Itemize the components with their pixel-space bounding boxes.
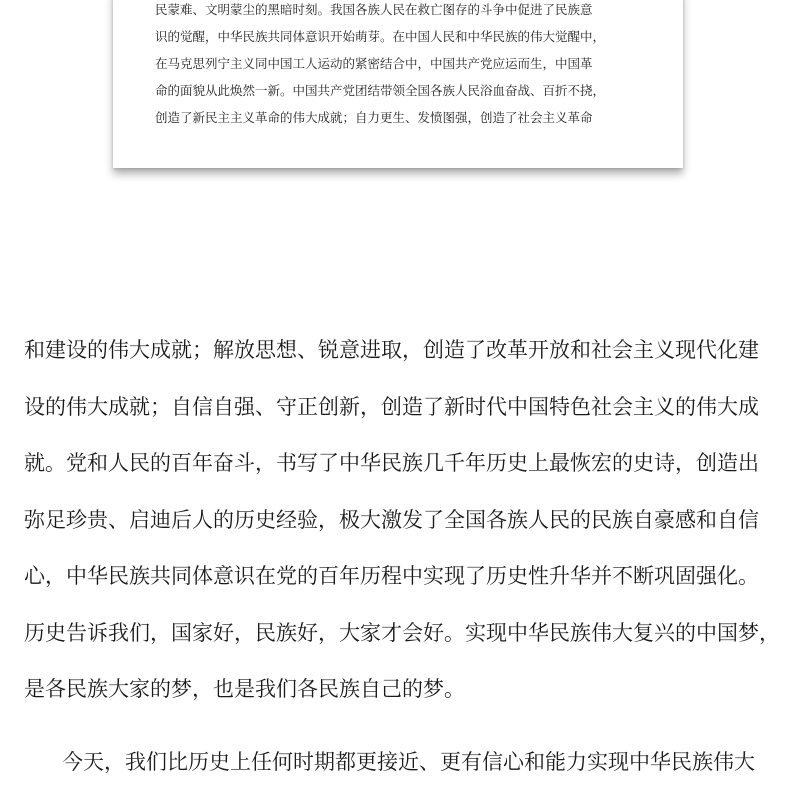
body-line: 心，中华民族共同体意识在党的百年历程中实现了历史性升华并不断巩固强化。 [24, 564, 759, 588]
paragraph-gap [24, 718, 784, 734]
preview-line: 民蒙难、文明蒙尘的黑暗时刻。我国各族人民在救亡图存的斗争中促进了民族意 [155, 2, 593, 17]
preview-card-text [155, 0, 655, 131]
preview-line: 在马克思列宁主义同中国工人运动的紧密结合中，中国共产党应运而生，中国革 [155, 56, 593, 71]
paragraph [24, 322, 784, 718]
body-line: 就。党和人民的百年奋斗，书写了中华民族几千年历史上最恢宏的史诗，创造出 [24, 451, 759, 475]
document-preview-card [113, 0, 683, 168]
body-line: 今天，我们比历史上任何时期都更接近、更有信心和能力实现中华民族伟大 [62, 749, 755, 774]
body-line: 弥足珍贵、启迪后人的历史经验，极大激发了全国各族人民的民族自豪感和自信 [24, 507, 759, 532]
preview-line: 识的觉醒，中华民族共同体意识开始萌芽。在中国人民和中华民族的伟大觉醒中， [155, 29, 606, 44]
article-body [24, 322, 784, 790]
body-line: 设的伟大成就；自信自强、守正创新，创造了新时代中国特色社会主义的伟大成 [24, 394, 759, 419]
body-line: 历史告诉我们，国家好，民族好，大家才会好。实现中华民族伟大复兴的中国梦， [24, 620, 780, 645]
body-line: 是各民族大家的梦，也是我们各民族自己的梦。 [24, 677, 465, 701]
preview-line: 命的面貌从此焕然一新。中国共产党团结带领全国各族人民浴血奋战、百折不挠， [155, 83, 606, 98]
body-line: 和建设的伟大成就；解放思想、锐意进取，创造了改革开放和社会主义现代化建 [24, 338, 759, 362]
paragraph [24, 734, 784, 791]
preview-line: 创造了新民主主义革命的伟大成就；自力更生、发愤图强，创造了社会主义革命 [155, 110, 593, 125]
